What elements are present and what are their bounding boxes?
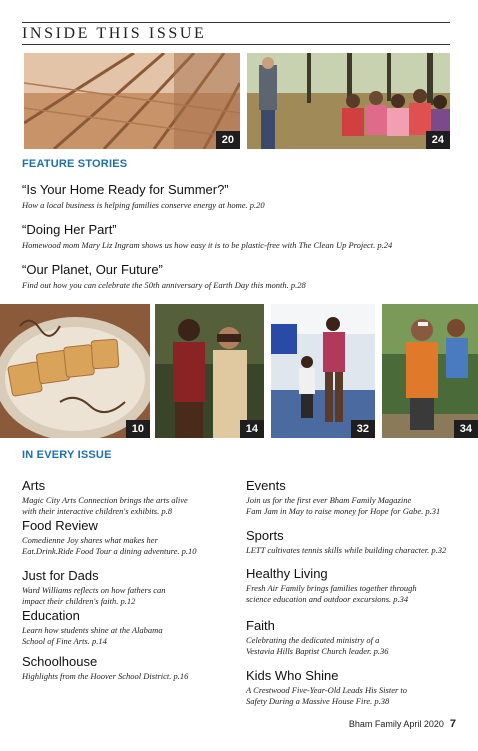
issue-title: Education	[22, 608, 80, 623]
photo-page-badge: 24	[426, 131, 450, 149]
issue-item[interactable]	[246, 478, 466, 528]
feature-item[interactable]	[22, 182, 452, 211]
feature-description: Homewood mom Mary Liz Ingram shows us how easy it is to be plastic-free with The Clean Up Project. p.24	[22, 240, 393, 250]
issue-description: Ward Williams reflects on how fathers can impact their children's faith. p.12	[22, 585, 166, 606]
issue-description: LETT cultivates tennis skills while building character. p.32	[246, 545, 447, 555]
issue-title: Sports	[246, 528, 284, 543]
issue-title: Arts	[22, 478, 46, 493]
issue-item[interactable]	[22, 654, 242, 682]
photo-page-badge: 32	[351, 420, 375, 438]
issue-description: A Crestwood Five-Year-Old Leads His Sister to Safety During a Massive House Fire. p.38	[246, 685, 408, 706]
issue-title: Just for Dads	[22, 568, 99, 583]
issue-description: Learn how students shine at the Alabama School of Fine Arts. p.14	[22, 625, 163, 646]
photo-park-group	[247, 53, 450, 149]
feature-title: “Doing Her Part”	[22, 222, 117, 237]
issue-description: Join us for the first ever Bham Family Magazine Fam Jam in May to raise money for Hope for Gabe. p.31	[246, 495, 441, 516]
issue-title: Healthy Living	[246, 566, 328, 581]
issue-description: Fresh Air Family brings families together through science education and outdoor excursions. p.34	[246, 583, 417, 604]
issue-description: Celebrating the dedicated ministry of a Vestavia Hills Baptist Church leader. p.36	[246, 635, 389, 656]
issue-description: Comedienne Joy shares what makes her Eat.Drink.Ride Food Tour a dining adventure. p.10	[22, 535, 197, 556]
issue-description: Highlights from the Hoover School District. p.16	[22, 671, 189, 681]
feature-item[interactable]	[22, 222, 452, 251]
header-bottom-rule	[22, 44, 450, 45]
issue-item[interactable]	[246, 618, 466, 668]
issue-description: Magic City Arts Connection brings the arts alive with their interactive children's exhibits. p.8	[22, 495, 188, 516]
feature-item[interactable]	[22, 262, 452, 291]
issue-item[interactable]	[22, 608, 242, 654]
photo-page-badge: 10	[126, 420, 150, 438]
every-issue-left-column	[22, 478, 242, 682]
feature-title: “Is Your Home Ready for Summer?”	[22, 182, 229, 197]
issue-item[interactable]	[22, 518, 242, 568]
issue-title: Kids Who Shine	[246, 668, 339, 683]
issue-item[interactable]	[246, 566, 466, 618]
feature-stories-label: FEATURE STORIES	[22, 158, 128, 170]
page-footer	[349, 718, 456, 730]
header-top-rule	[22, 22, 450, 23]
issue-name: Bham Family April 2020	[348, 719, 444, 729]
issue-title: Events	[246, 478, 286, 493]
photo-page-badge: 14	[240, 420, 264, 438]
feature-description: How a local business is helping families conserve energy at home. p.20	[22, 200, 265, 210]
issue-item[interactable]	[22, 478, 242, 518]
issue-title: Faith	[246, 618, 275, 633]
every-issue-right-column	[246, 478, 466, 707]
feature-description: Find out how you can celebrate the 50th anniversary of Earth Day this month. p.28	[22, 280, 306, 290]
photo-page-badge: 20	[216, 131, 240, 149]
issue-item[interactable]	[246, 668, 466, 707]
photo-birthday-dessert	[0, 304, 150, 438]
photo-page-badge: 34	[454, 420, 478, 438]
photo-attic-insulation	[24, 53, 240, 149]
page-number: 7	[449, 718, 456, 730]
issue-title: Schoolhouse	[22, 654, 98, 669]
photo-gym-tennis	[271, 304, 375, 438]
page-title: INSIDE THIS ISSUE	[22, 25, 207, 42]
feature-title: “Our Planet, Our Future”	[22, 262, 163, 277]
issue-item[interactable]	[22, 568, 242, 608]
every-issue-label: IN EVERY ISSUE	[22, 449, 112, 461]
photo-outdoor-kids	[382, 304, 478, 438]
photo-stage-performers	[155, 304, 264, 438]
issue-title: Food Review	[22, 518, 98, 533]
issue-item[interactable]	[246, 528, 466, 566]
